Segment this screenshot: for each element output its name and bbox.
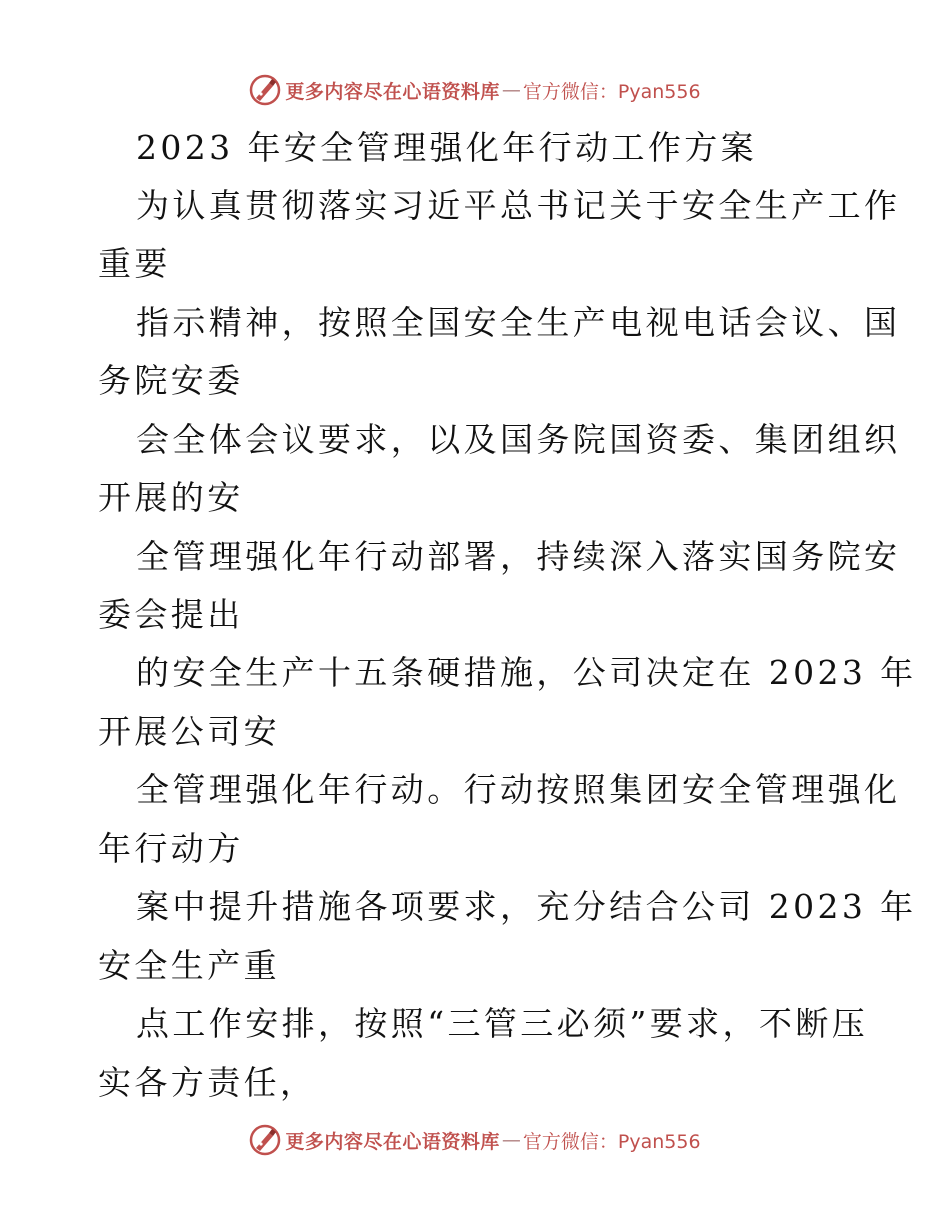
watermark-account: 官方微信：Pyan556 [522,1130,701,1153]
watermark-header [0,70,950,110]
watermark-account: 官方微信：Pyan556 [522,80,701,103]
paragraph-line: 的安全生产十五条硬措施，公司决定在 2023 年 [136,653,917,692]
watermark-dash: — [501,79,521,101]
watermark-text: 更多内容尽在心语资料库 [285,80,500,103]
watermark-text: 更多内容尽在心语资料库 [285,1130,500,1153]
paragraph-line: 务院安委 [98,361,244,400]
paragraph-line: 重要 [98,244,171,283]
paragraph-line: 案中提升措施各项要求，充分结合公司 2023 年 [136,887,917,926]
paragraph-line: 实各方责任， [98,1063,317,1102]
paragraph-line: 委会提出 [98,595,244,634]
paragraph-line: 开展的安 [98,478,244,517]
paragraph-line: 为认真贯彻落实习近平总书记关于安全生产工作 [136,186,901,225]
pen-logo-icon [249,74,281,106]
paragraph-line: 点工作安排，按照“三管三必须”要求，不断压 [136,1004,869,1043]
paragraph-line: 年行动方 [98,829,244,868]
paragraph-line: 全管理强化年行动部署，持续深入落实国务院安 [136,537,901,576]
document-title: 2023 年安全管理强化年行动工作方案 [136,128,758,167]
watermark-footer [0,1120,950,1160]
paragraph-line: 开展公司安 [98,712,280,751]
watermark-dash: — [501,1129,521,1151]
paragraph-line: 安全生产重 [98,946,280,985]
paragraph-line: 会全体会议要求，以及国务院国资委、集团组织 [136,420,901,459]
pen-logo-icon [249,1124,281,1156]
paragraph-line: 全管理强化年行动。行动按照集团安全管理强化 [136,770,901,809]
paragraph-line: 指示精神，按照全国安全生产电视电话会议、国 [136,303,901,342]
